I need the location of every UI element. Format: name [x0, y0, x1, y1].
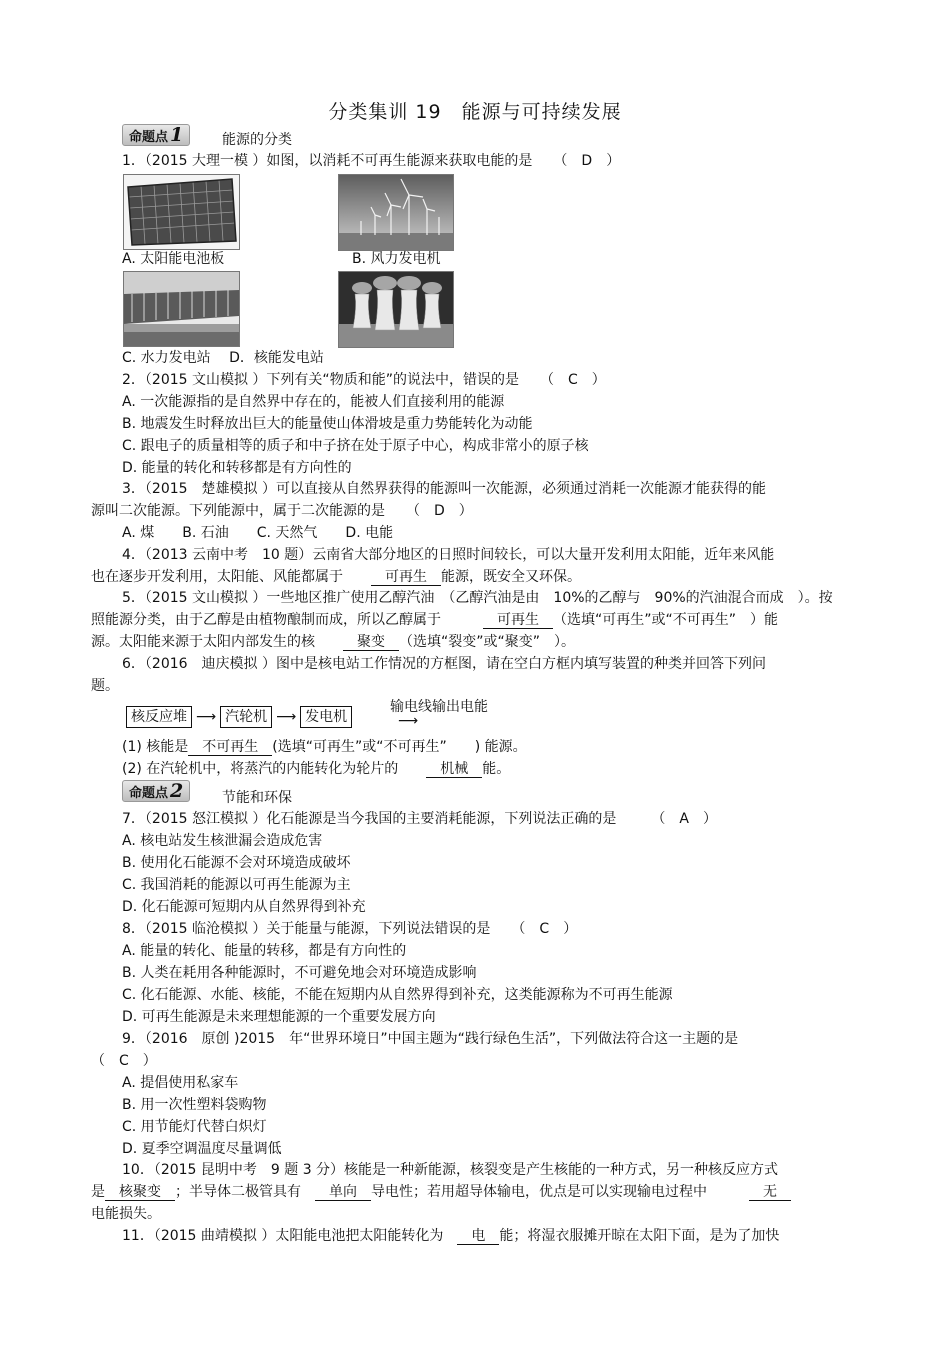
q8-option-b: B. 人类在耗用各种能源时，不可避免地会对环境造成影响 — [122, 965, 477, 981]
q6-line1: 6．（2016 迪庆模拟 ）图中是核电站工作情况的方框图，请在空白方框内填写装置的种类并回答下列问 — [122, 656, 766, 672]
q6-sub2-post: 能。 — [482, 761, 511, 777]
badge-number: 2 — [170, 780, 184, 802]
q7-stem: 7．（2015 怒江模拟 ）化石能源是当今我国的主要消耗能源，下列说法正确的是 （ A ） — [122, 811, 718, 827]
flow-arrow-output-icon: ⟶ — [398, 713, 419, 729]
q1-option-a: A. 太阳能电池板 — [122, 251, 225, 267]
q10-text-c: 导电性；若用超导体输电，优点是可以实现输电过程中 — [371, 1184, 749, 1200]
q5-answer-1: 可再生 — [483, 612, 553, 629]
q10-answer-3: 无 — [749, 1184, 791, 1201]
q6-sub1-pre: (1) 核能是 — [122, 739, 189, 755]
q4-line1: 4．（2013 云南中考 10 题）云南省大部分地区的日照时间较长，可以大量开发利用太阳能，近年来风能 — [122, 547, 775, 563]
flow-arrow-icon: ⟶ — [196, 709, 217, 725]
q7-option-d: D. 化石能源可短期内从自然界得到补充 — [122, 899, 366, 915]
flow-box-generator: 发电机 — [300, 706, 352, 728]
q6-line2: 题。 — [91, 678, 119, 694]
q2-option-a: A. 一次能源指的是自然界中存在的，能被人们直接利用的能源 — [122, 394, 505, 410]
hydro-station-photo — [123, 271, 240, 347]
q2-option-d: D. 能量的转化和转移都是有方向性的 — [122, 460, 352, 476]
q6-flow-diagram — [126, 706, 352, 728]
q6-sub2 — [122, 760, 510, 778]
q6-sub1-answer: 不可再生 — [188, 739, 272, 756]
q4-text-pre: 也在逐步开发利用，太阳能、风能都属于 — [91, 569, 371, 585]
q11-text-pre: 11．（2015 曲靖模拟 ）太阳能电池把太阳能转化为 — [122, 1228, 458, 1244]
q6-sub2-pre: (2) 在汽轮机中，将蒸汽的内能转化为轮片的 — [122, 761, 427, 777]
q3-line1: 3．（2015 楚雄模拟 ）可以直接从自然界获得的能源叫一次能源，必须通过消耗一次能源才能获得的能 — [122, 481, 766, 497]
q3-options: A. 煤 B. 石油 C. 天然气 D. 电能 — [122, 525, 394, 541]
q11-line1 — [122, 1227, 779, 1245]
q5-text-pre-2: 源。太阳能来源于太阳内部发生的核 — [91, 634, 343, 650]
nuclear-plant-photo — [338, 271, 454, 348]
q7-option-c: C. 我国消耗的能源以可再生能源为主 — [122, 877, 351, 893]
section-badge-2 — [122, 780, 190, 802]
q5-line1: 5．（2015 文山模拟 ）一些地区推广使用乙醇汽油 （乙醇汽油是由 10%的乙醇与 90%的汽油混合而成 ）。按 — [122, 590, 833, 606]
q5-answer-2: 聚变 — [343, 634, 399, 651]
section-label-1: 能源的分类 — [222, 132, 292, 148]
badge-text: 命题点 — [129, 786, 169, 801]
q4-answer: 可再生 — [371, 569, 441, 586]
q10-line1: 10．（2015 昆明中考 9 题 3 分）核能是一种新能源，核裂变是产生核能的一种方式，另一种核反应方式 — [122, 1162, 779, 1178]
badge-text: 命题点 — [129, 130, 169, 145]
wind-turbine-photo — [338, 174, 454, 251]
q9-line1: 9．（2016 原创 )2015 年“世界环境日”中国主题为“践行绿色生活”，下列做法符合这一主题的是 — [122, 1031, 739, 1047]
badge-number: 1 — [170, 124, 184, 146]
q10-answer-2: 单向 — [315, 1184, 371, 1201]
q1-stem: 1．（2015 大理一模 ）如图，以消耗不可再生能源来获取电能的是 （ D ） — [122, 153, 621, 169]
q9-option-a: A. 提倡使用私家车 — [122, 1075, 239, 1091]
q9-line2: （ C ） — [91, 1053, 157, 1069]
q6-sub1-post: (选填“可再生”或“不可再生” ) 能源。 — [272, 739, 527, 755]
q8-option-d: D. 可再生能源是未来理想能源的一个重要发展方向 — [122, 1009, 436, 1025]
q7-option-b: B. 使用化石能源不会对环境造成破坏 — [122, 855, 351, 871]
q8-option-a: A. 能量的转化、能量的转移，都是有方向性的 — [122, 943, 407, 959]
q9-option-d: D. 夏季空调温度尽量调低 — [122, 1141, 282, 1157]
q2-option-c: C. 跟电子的质量相等的质子和中子挤在处于原子中心，构成非常小的原子核 — [122, 438, 589, 454]
q5-line3 — [91, 633, 575, 651]
q10-text-a: 是 — [91, 1184, 105, 1200]
q6-sub2-answer: 机械 — [426, 761, 482, 778]
section-label-2: 节能和环保 — [222, 790, 292, 806]
q11-text-post: 能；将湿衣服摊开晾在太阳下面，是为了加快 — [499, 1228, 780, 1244]
q10-line2 — [91, 1183, 791, 1201]
q2-stem: 2．（2015 文山模拟 ）下列有关“物质和能”的说法中，错误的是 （ C ） — [122, 372, 606, 388]
q10-text-b: ；半导体二极管具有 — [175, 1184, 315, 1200]
q9-option-b: B. 用一次性塑料袋购物 — [122, 1097, 267, 1113]
flow-box-reactor: 核反应堆 — [126, 706, 192, 728]
page-title: 分类集训 19 能源与可持续发展 — [328, 101, 622, 123]
q1-option-cd: C. 水力发电站 D．核能发电站 — [122, 350, 324, 366]
flow-arrow-icon: ⟶ — [276, 709, 297, 725]
solar-panel-photo — [123, 174, 240, 250]
q3-line2: 源叫二次能源。下列能源中，属于二次能源的是 （ D ） — [91, 503, 473, 519]
flow-box-turbine: 汽轮机 — [220, 706, 272, 728]
q1-option-b: B. 风力发电机 — [352, 251, 441, 267]
q2-option-b: B. 地震发生时释放出巨大的能量使山体滑坡是重力势能转化为动能 — [122, 416, 533, 432]
q5-text-post: （选填“可再生”或“不可再生” ）能 — [553, 612, 779, 628]
q9-option-c: C. 用节能灯代替白炽灯 — [122, 1119, 267, 1135]
q5-text-post-2: （选填“裂变”或“聚变” ）。 — [399, 634, 576, 650]
q4-text-post: 能源，既安全又环保。 — [441, 569, 581, 585]
q8-stem: 8．（2015 临沧模拟 ）关于能量与能源，下列说法错误的是 （ C ） — [122, 921, 578, 937]
q10-line3: 电能损失。 — [91, 1206, 161, 1222]
q10-answer-1: 核聚变 — [105, 1184, 175, 1201]
q11-answer: 电 — [457, 1228, 499, 1245]
q8-option-c: C. 化石能源、水能、核能，不能在短期内从自然界得到补充，这类能源称为不可再生能源 — [122, 987, 673, 1003]
q7-option-a: A. 核电站发生核泄漏会造成危害 — [122, 833, 323, 849]
q5-text-pre: 照能源分类，由于乙醇是由植物酿制而成，所以乙醇属于 — [91, 612, 483, 628]
section-badge-1 — [122, 124, 190, 146]
q4-line2 — [91, 568, 581, 586]
q5-line2 — [91, 611, 778, 629]
q6-sub1 — [122, 738, 527, 756]
flow-end-label: 输电线输出电能 — [390, 699, 488, 715]
